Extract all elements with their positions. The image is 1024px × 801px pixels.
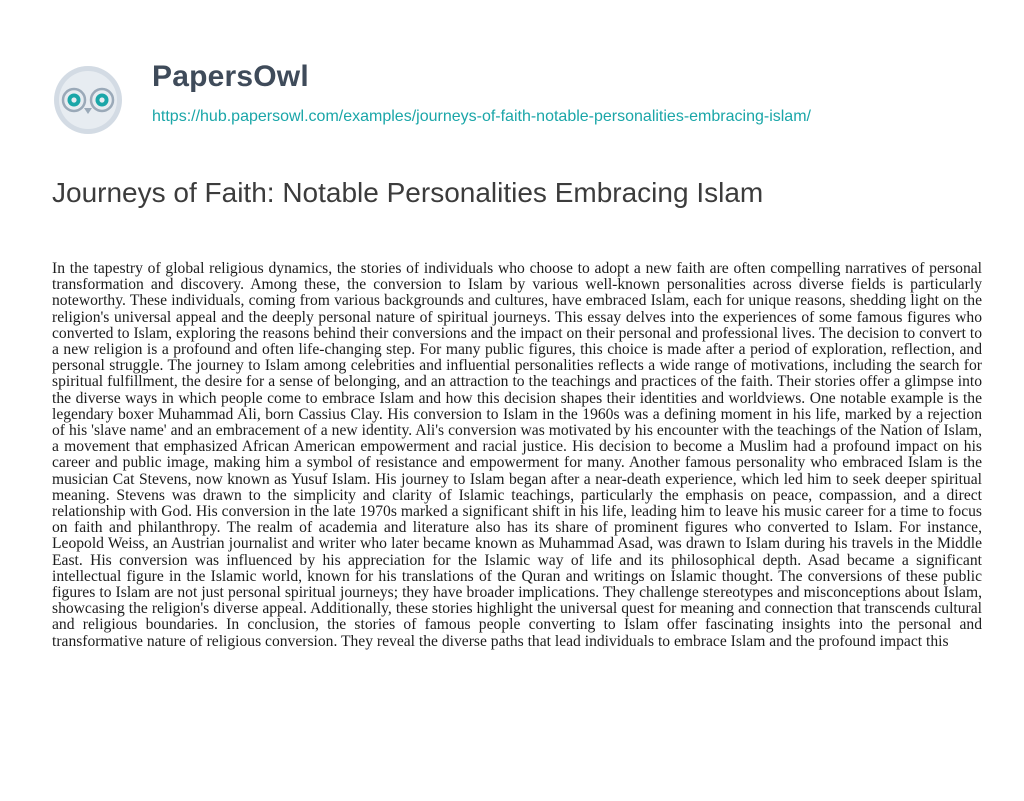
site-header (52, 52, 982, 142)
page-url-link[interactable]: https://hub.papersowl.com/examples/journeys-of-faith-notable-personalities-embracing-islam/ (152, 108, 811, 125)
article-body: In the tapestry of global religious dynamics, the stories of individuals who choose to adopt a new faith are often compelling narratives of personal transformation and discovery. Among these, the conversion to Islam by various well-known personalities across diverse fields is particularly noteworthy. These individuals, coming from various backgrounds and cultures, have embraced Islam, each for unique reasons, shedding light on the religion's universal appeal and the deeply personal nature of spiritual journeys. This essay delves into the experiences of some famous figures who converted to Islam, exploring the reasons behind their conversions and the impact on their personal and professional lives. The decision to convert to a new religion is a profound and often life-changing step. For many public figures, this choice is made after a period of exploration, reflection, and personal struggle. The journey to Islam among celebrities and influential personalities reflects a wide range of motivations, including the search for spiritual fulfillment, the desire for a sense of belonging, and an attraction to the teachings and practices of the faith. Their stories offer a glimpse into the diverse ways in which people come to embrace Islam and how this decision shapes their identities and worldviews. One notable example is the legendary boxer Muhammad Ali, born Cassius Clay. His conversion to Islam in the 1960s was a defining moment in his life, marked by a rejection of his 'slave name' and an embracement of a new identity. Ali's conversion was motivated by his encounter with the teachings of the Nation of Islam, a movement that emphasized African American empowerment and racial justice. His decision to become a Muslim had a profound impact on his career and public image, making him a symbol of resistance and empowerment for many. Another famous personality who embraced Islam is the musician Cat Stevens, now known as Yusuf Islam. His journey to Islam began after a near-death experience, which led him to seek deeper spiritual meaning. Stevens was drawn to the simplicity and clarity of Islamic teachings, particularly the emphasis on peace, compassion, and a direct relationship with God. His conversion in the late 1970s marked a significant shift in his life, leading him to leave his music career for a time to focus on faith and philanthropy. The realm of academia and literature also has its share of prominent figures who converted to Islam. For instance, Leopold Weiss, an Austrian journalist and writer who later became known as Muhammad Asad, was drawn to Islam during his travels in the Middle East. His conversion was influenced by his appreciation for the Islamic way of life and its philosophical depth. Asad became a significant intellectual figure in the Islamic world, known for his translations of the Quran and writings on Islamic thought. The conversions of these public figures to Islam are not just personal spiritual journeys; they have broader implications. They challenge stereotypes and misconceptions about Islam, showcasing the religion's diverse appeal. Additionally, these stories highlight the universal quest for meaning and connection that transcends cultural and religious boundaries. In conclusion, the stories of famous people converting to Islam offer fascinating insights into the personal and transformative nature of religious conversion. They reveal the diverse paths that lead individuals to embrace Islam and the profound impact this (52, 260, 982, 650)
brand-name[interactable]: PapersOwl (152, 60, 309, 93)
owl-logo-icon (52, 64, 124, 136)
article-title: Journeys of Faith: Notable Personalities Embracing Islam (52, 177, 764, 208)
